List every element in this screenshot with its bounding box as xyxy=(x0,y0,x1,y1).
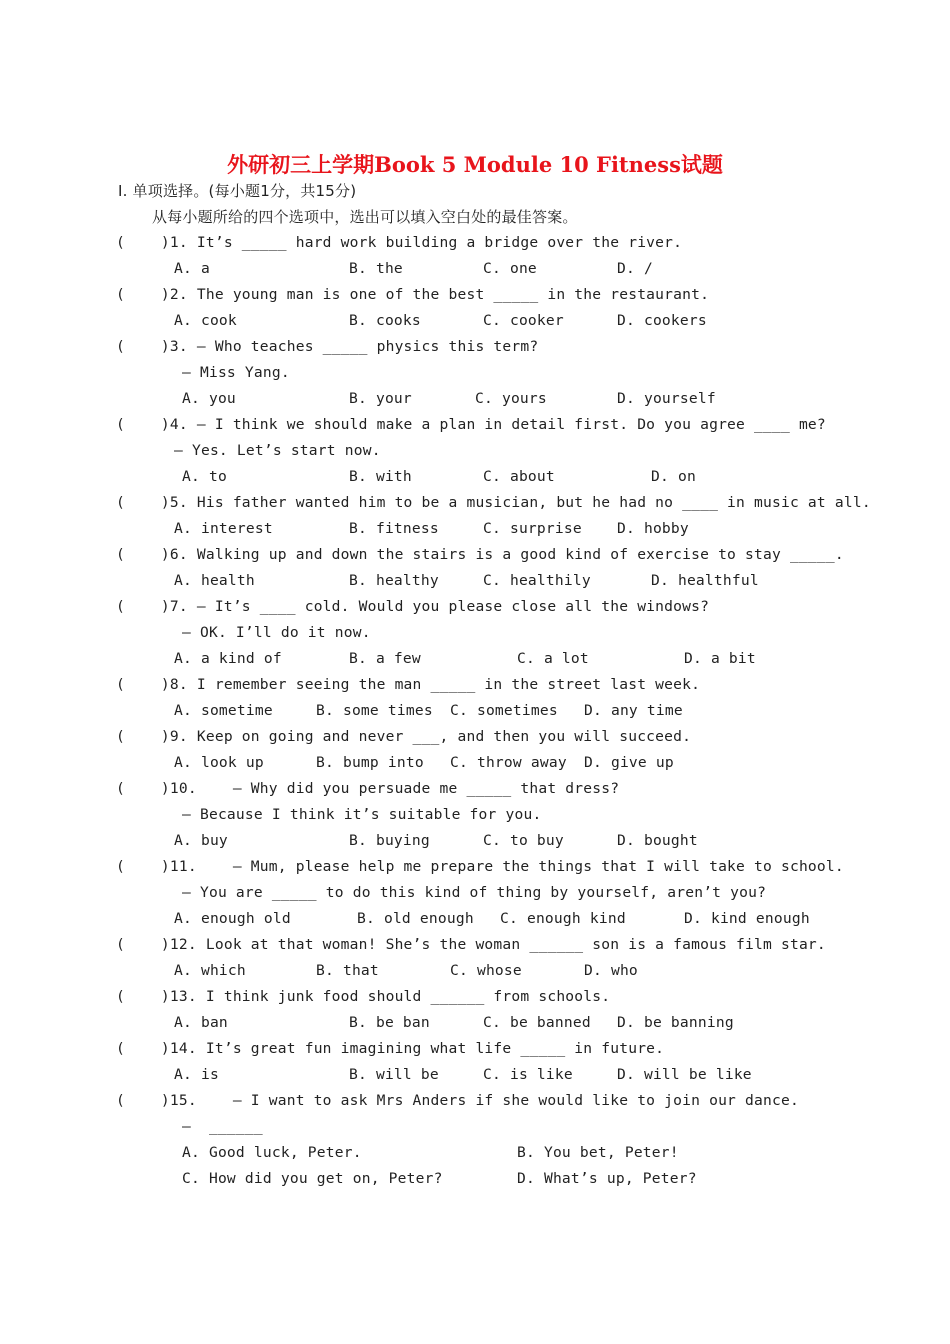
option: C. How did you get on, Peter? xyxy=(182,1170,443,1187)
question-stem: ( )12. Look at that woman! She’s the woman ______ son is a famous film star. xyxy=(116,936,826,953)
option: A. is xyxy=(174,1066,219,1083)
section-instruction: 从每小题所给的四个选项中，选出可以填入空白处的最佳答案。 xyxy=(152,208,578,226)
question-stem: ( )1. It’s _____ hard work building a bridge over the river. xyxy=(116,234,683,251)
option: D. be banning xyxy=(617,1014,734,1031)
option: B. the xyxy=(349,260,403,277)
option: A. Good luck, Peter. xyxy=(182,1144,362,1161)
option: B. fitness xyxy=(349,520,439,537)
option: D. / xyxy=(617,260,653,277)
option: A. interest xyxy=(174,520,273,537)
option: B. be ban xyxy=(349,1014,430,1031)
question-dialogue: — OK. I’ll do it now. xyxy=(182,624,371,641)
question-stem: ( )6. Walking up and down the stairs is a good kind of exercise to stay _____. xyxy=(116,546,844,563)
option: A. health xyxy=(174,572,255,589)
option: B. will be xyxy=(349,1066,439,1083)
question-dialogue: — Yes. Let’s start now. xyxy=(174,442,381,459)
option: A. ban xyxy=(174,1014,228,1031)
option: D. any time xyxy=(584,702,683,719)
option: D. hobby xyxy=(617,520,689,537)
option: B. healthy xyxy=(349,572,439,589)
option: C. is like xyxy=(483,1066,573,1083)
option: D. What’s up, Peter? xyxy=(517,1170,697,1187)
question-stem: ( )14. It’s great fun imagining what life _____ in future. xyxy=(116,1040,665,1057)
question-stem: ( )11. — Mum, please help me prepare the things that I will take to school. xyxy=(116,858,844,875)
question-dialogue: — You are _____ to do this kind of thing by yourself, aren’t you? xyxy=(182,884,767,901)
option: A. enough old xyxy=(174,910,291,927)
option: D. a bit xyxy=(684,650,756,667)
option: B. cooks xyxy=(349,312,421,329)
question-stem: ( )13. I think junk food should ______ from schools. xyxy=(116,988,611,1005)
option: D. on xyxy=(651,468,696,485)
option: A. a xyxy=(174,260,210,277)
question-stem: ( )8. I remember seeing the man _____ in the street last week. xyxy=(116,676,701,693)
option: A. which xyxy=(174,962,246,979)
option: D. who xyxy=(584,962,638,979)
section-heading: Ⅰ. 单项选择。(每小题1分，共15分) xyxy=(118,182,357,200)
option: B. some times xyxy=(316,702,433,719)
option: D. will be like xyxy=(617,1066,752,1083)
option: C. healthily xyxy=(483,572,591,589)
option: D. yourself xyxy=(617,390,716,407)
option: D. cookers xyxy=(617,312,707,329)
option: C. surprise xyxy=(483,520,582,537)
question-stem: ( )4. — I think we should make a plan in detail first. Do you agree ____ me? xyxy=(116,416,826,433)
option: B. old enough xyxy=(357,910,474,927)
option: D. give up xyxy=(584,754,674,771)
option: B. your xyxy=(349,390,412,407)
question-stem: ( )7. — It’s ____ cold. Would you please close all the windows? xyxy=(116,598,710,615)
option: B. bump into xyxy=(316,754,424,771)
option: B. a few xyxy=(349,650,421,667)
option: A. you xyxy=(182,390,236,407)
option: A. buy xyxy=(174,832,228,849)
question-stem: ( )2. The young man is one of the best _____ in the restaurant. xyxy=(116,286,710,303)
option: C. about xyxy=(483,468,555,485)
question-stem: ( )3. — Who teaches _____ physics this term? xyxy=(116,338,539,355)
option: D. kind enough xyxy=(684,910,810,927)
option: C. cooker xyxy=(483,312,564,329)
option: C. enough kind xyxy=(500,910,626,927)
option: C. one xyxy=(483,260,537,277)
option: D. bought xyxy=(617,832,698,849)
question-stem: ( )10. — Why did you persuade me _____ that dress? xyxy=(116,780,620,797)
option: A. cook xyxy=(174,312,237,329)
option: B. You bet, Peter! xyxy=(517,1144,679,1161)
option: A. a kind of xyxy=(174,650,282,667)
option: C. yours xyxy=(475,390,547,407)
question-dialogue: — Because I think it’s suitable for you. xyxy=(182,806,542,823)
option: B. buying xyxy=(349,832,430,849)
option: C. to buy xyxy=(483,832,564,849)
question-stem: ( )9. Keep on going and never ___, and then you will succeed. xyxy=(116,728,692,745)
option: C. throw away xyxy=(450,754,567,771)
option: C. be banned xyxy=(483,1014,591,1031)
option: C. whose xyxy=(450,962,522,979)
option: C. a lot xyxy=(517,650,589,667)
question-dialogue: — Miss Yang. xyxy=(182,364,290,381)
option: A. to xyxy=(182,468,227,485)
question-dialogue: — ______ xyxy=(182,1118,263,1135)
option: A. look up xyxy=(174,754,264,771)
question-stem: ( )5. His father wanted him to be a musician, but he had no ____ in music at all. xyxy=(116,494,871,511)
option: A. sometime xyxy=(174,702,273,719)
option: C. sometimes xyxy=(450,702,558,719)
question-stem: ( )15. — I want to ask Mrs Anders if she would like to join our dance. xyxy=(116,1092,799,1109)
option: D. healthful xyxy=(651,572,759,589)
option: B. with xyxy=(349,468,412,485)
page-title: 外研初三上学期Book 5 Module 10 Fitness试题 xyxy=(227,152,723,177)
option: B. that xyxy=(316,962,379,979)
